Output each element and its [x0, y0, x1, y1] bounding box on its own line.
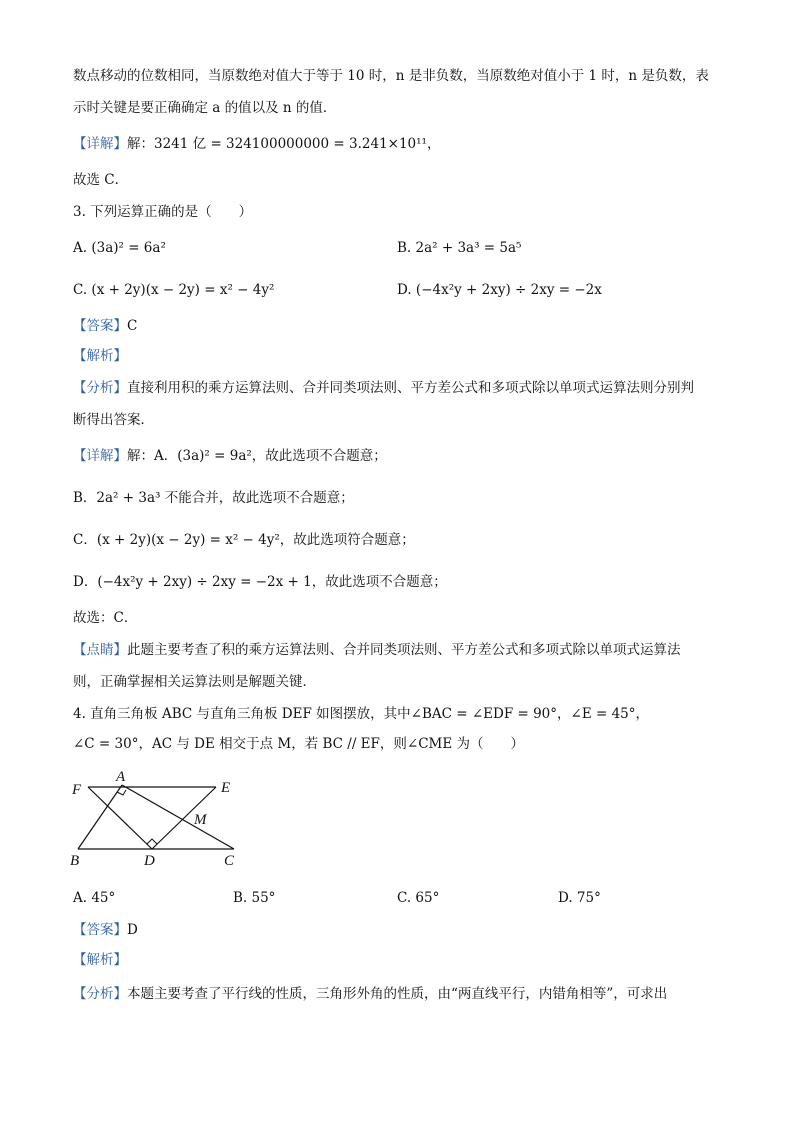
q3-detail-d: D．(−4x²y + 2xy) ÷ 2xy = −2x + 1，故此选项不合题意； — [73, 574, 447, 590]
detail-line — [73, 134, 440, 154]
q4-analysis-heading — [73, 950, 127, 970]
q3-option-d: D. (−4x²y + 2xy) ÷ 2xy = −2x — [397, 282, 602, 298]
answer-value: D — [127, 922, 138, 938]
question-3-stem: 3. 下列运算正确的是（ ） — [73, 204, 253, 220]
answer-value: C — [127, 318, 138, 334]
note-tag: 【点睛】 — [73, 642, 127, 658]
detail-tag: 【详解】 — [73, 448, 127, 464]
q4-analysis-line — [73, 984, 667, 1004]
note-text: 此题主要考查了积的乘方运算法则、合并同类项法则、平方差公式和多项式除以单项式运算法 — [127, 642, 681, 658]
q3-detail-c: C．(x + 2y)(x − 2y) = x² − 4y²，故此选项符合题意； — [73, 532, 415, 548]
figure-label: B — [70, 853, 80, 869]
q3-answer-line — [73, 316, 137, 336]
question-4-stem: 4. 直角三角板 ABC 与直角三角板 DEF 如图摆放，其中∠BAC = ∠EDF = 90°，∠E = 45°， — [73, 706, 650, 722]
q3-detail-b: B．2a² + 3a³ 不能合并，故此选项不合题意； — [73, 490, 354, 506]
figure-label: D — [144, 853, 155, 869]
q3-analysis-line — [73, 378, 694, 398]
q4-option-a: A. 45° — [73, 890, 116, 906]
geometry-figure — [66, 764, 246, 876]
question-4-stem-2: ∠C = 30°，AC 与 DE 相交于点 M，若 BC // EF，则∠CME 为（ ） — [73, 736, 525, 752]
detail-tag: 【详解】 — [73, 136, 127, 152]
analysis-sub-tag: 【分析】 — [73, 380, 127, 396]
q3-option-b: B. 2a² + 3a³ = 5a⁵ — [397, 240, 522, 256]
figure-label: C — [224, 853, 235, 869]
analysis-tag: 【解析】 — [73, 348, 127, 364]
answer-choice-line: 故选 C． — [73, 172, 129, 188]
figure-label: A — [116, 769, 126, 785]
q3-analysis-line-2: 断得出答案． — [73, 412, 154, 428]
analysis-tag: 【解析】 — [73, 952, 127, 968]
detail-text: 解：3241 亿 = 324100000000 = 3.241×10¹¹， — [127, 136, 441, 152]
analysis-text: 本题主要考查了平行线的性质，三角形外角的性质，由“两直线平行，内错角相等”，可求出 — [127, 986, 668, 1002]
q4-option-b: B. 55° — [233, 890, 276, 906]
analysis-text: 直接利用积的乘方运算法则、合并同类项法则、平方差公式和多项式除以单项式运算法则分别判 — [127, 380, 694, 396]
q3-analysis-heading — [73, 346, 127, 366]
answer-tag: 【答案】 — [73, 318, 127, 334]
q3-option-c: C. (x + 2y)(x − 2y) = x² − 4y² — [73, 282, 275, 298]
q3-detail-a — [73, 446, 387, 466]
q4-option-d: D. 75° — [558, 890, 601, 906]
q4-answer-line — [73, 920, 138, 940]
q3-note-line-2: 则，正确掌握相关运算法则是解题关键． — [73, 674, 316, 690]
figure-label: M — [194, 812, 207, 828]
answer-tag: 【答案】 — [73, 922, 127, 938]
figure-label: E — [221, 780, 231, 796]
text-line: 数点移动的位数相同，当原数绝对值大于等于 10 时，n 是非负数，当原数绝对值小于 1 时，n 是负数，表 — [73, 68, 709, 84]
detail-text: 解：A．(3a)² = 9a²，故此选项不合题意； — [127, 448, 387, 464]
q3-choice: 故选：C． — [73, 610, 138, 626]
q3-note-line — [73, 640, 681, 660]
analysis-sub-tag: 【分析】 — [73, 986, 127, 1002]
q3-option-a: A. (3a)² = 6a² — [73, 240, 166, 256]
text-line: 示时关键是要正确确定 a 的值以及 n 的值． — [73, 100, 337, 116]
figure-label: F — [72, 782, 82, 798]
q4-option-c: C. 65° — [397, 890, 440, 906]
